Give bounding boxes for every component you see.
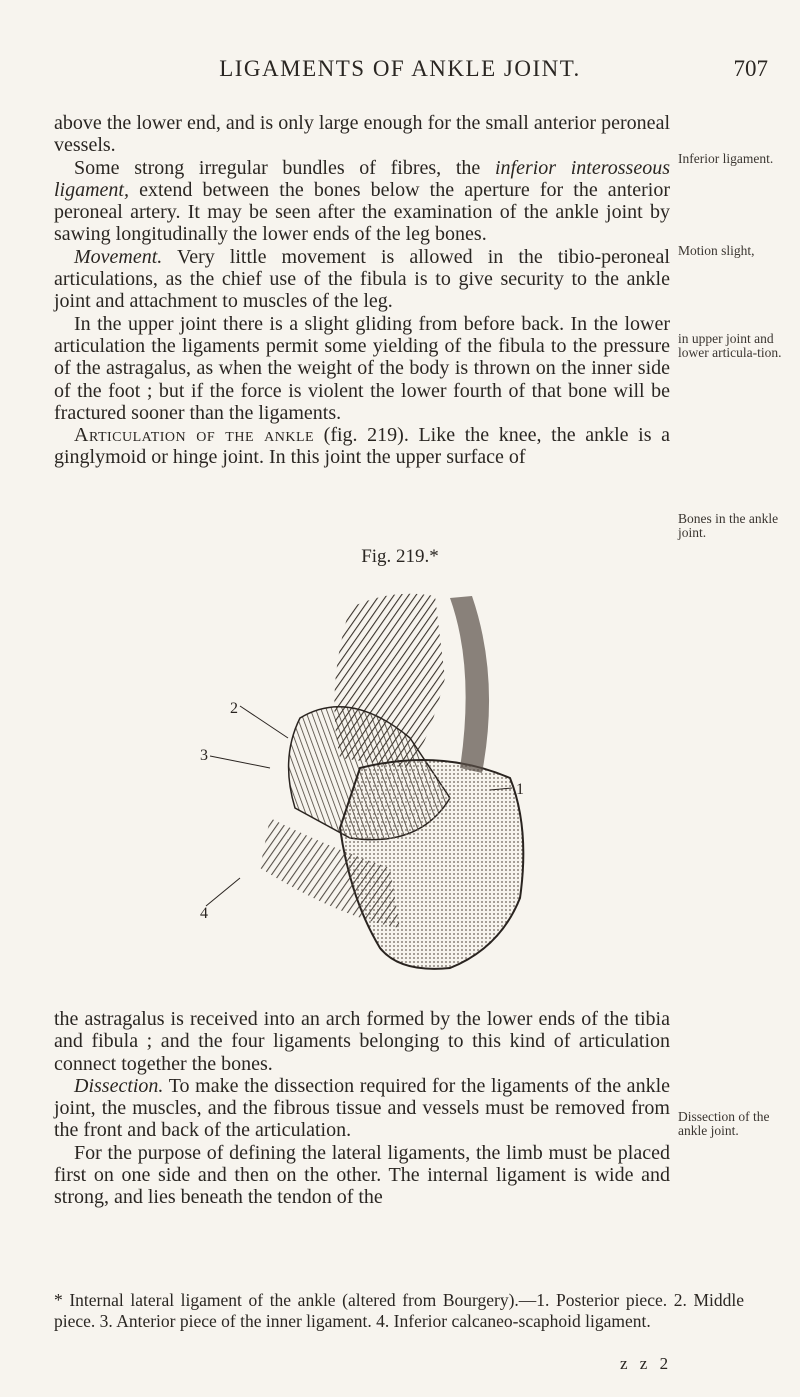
paragraph-4: In the upper joint there is a slight gliding from before back. In the lower articulation the ligaments permit some yielding of the fibula to the pressure of the astragalus, as when the weight of the body is thrown on the inner side of the foot ; but if the force is violent the lower fourth of that bone will be fractured sooner than the ligaments. — [54, 312, 670, 424]
margin-note-dissection: Dissection of the ankle joint. — [678, 1109, 770, 1138]
p7-text: To make the dissection required for the ligaments of the ankle joint, the muscles, and the fibrous tissue and vessels must be removed from the front and back of the articulation. — [54, 1074, 670, 1142]
figure-label-1: 1 — [516, 781, 524, 798]
paragraph-1: above the lower end, and is only large enough for the small anterior peroneal vessels. — [54, 112, 670, 157]
paragraph-2 — [54, 157, 670, 246]
text-block-lower — [54, 1008, 670, 1209]
page-number: 707 — [733, 56, 768, 81]
text-block-upper — [54, 112, 670, 469]
p5-text: (fig. 219). Like the knee, the ankle is a ginglymoid or hinge joint. In this joint the upper surface of — [54, 424, 670, 469]
signature-mark: z z 2 — [620, 1354, 673, 1373]
paragraph-6: the astragalus is received into an arch formed by the lower ends of the tibia and fibula ; and the four ligaments belonging to this kind of articulation connect together the bones. — [54, 1008, 670, 1075]
paragraph-5 — [54, 424, 670, 469]
margin-note-upper-lower: in upper joint and lower articula-tion. — [678, 331, 782, 360]
p2-text-rest: extend between the bones below the aperture for the anterior peroneal artery. It may be seen after the examination of the ankle joint by sawing longitudinally the lower ends of the leg bones. — [54, 178, 670, 246]
figure-label-2: 2 — [230, 700, 238, 717]
page-title: LIGAMENTS OF ANKLE JOINT. — [219, 56, 581, 81]
figure-label-4: 4 — [200, 905, 208, 922]
margin-note-inferior-ligament: Inferior ligament. — [678, 151, 774, 166]
heading-dissection: Dissection. — [74, 1074, 164, 1097]
figure-footnote: * Internal lateral ligament of the ankle (altered from Bourgery).—1. Posterior piece. 2. Middle piece. 3. Anterior piece of the inner ligament. 4. Inferior calcaneo-scaphoid ligament. — [54, 1290, 744, 1331]
term-inferior-interosseous: inferior interosseous ligament, — [54, 156, 670, 201]
p2-text: Some strong irregular bundles of fibres, the — [74, 156, 495, 179]
paragraph-8: For the purpose of defining the lateral ligaments, the limb must be placed first on one side and then on the other. The internal ligament is wide and strong, and lies beneath the tendon of the — [54, 1141, 670, 1209]
paragraph-3 — [54, 246, 670, 313]
ankle-ligament-figure — [200, 568, 600, 988]
p3-text: Very little movement is allowed in the tibio-peroneal articulations, as the chief use of the fibula is to give security to the ankle joint and attachment to muscles of the leg. — [54, 245, 670, 313]
figure-label-3: 3 — [200, 747, 208, 764]
ankle-illustration — [200, 568, 600, 988]
tendon-shape — [450, 596, 489, 773]
paragraph-7 — [54, 1075, 670, 1142]
leader-line-4 — [206, 878, 240, 906]
margin-note-motion: Motion slight, — [678, 243, 755, 258]
margin-note-bones: Bones in the ankle joint. — [678, 511, 779, 540]
figure-caption: Fig. 219.* — [361, 546, 439, 567]
heading-articulation: Articulation of the ankle — [74, 424, 315, 447]
running-header — [0, 56, 800, 86]
leader-line-3 — [210, 756, 270, 768]
leader-line-2 — [240, 706, 288, 738]
heading-movement: Movement. — [74, 245, 163, 268]
